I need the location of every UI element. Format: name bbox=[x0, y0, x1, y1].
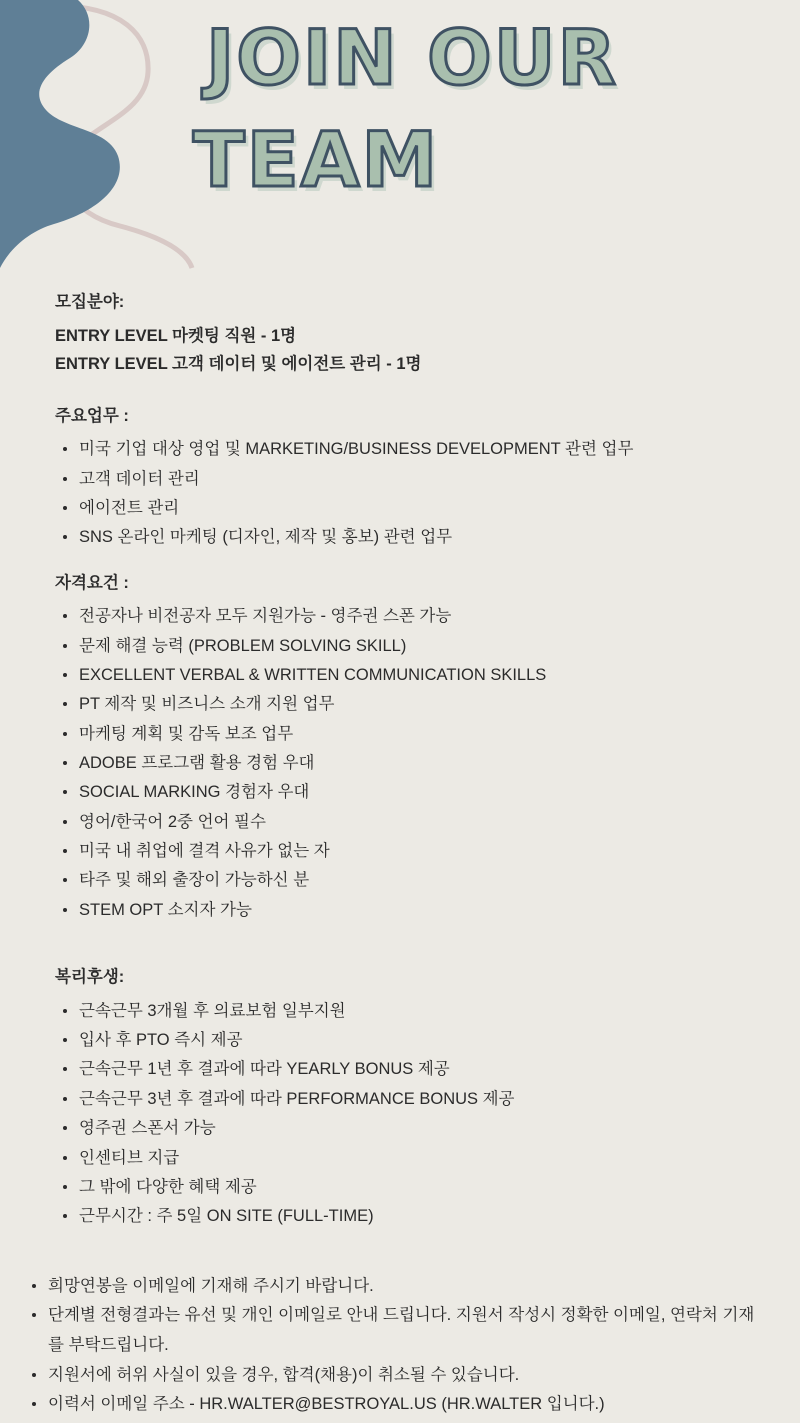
duties-heading: 주요업무 : bbox=[55, 406, 129, 425]
spacer bbox=[0, 925, 800, 965]
list-item: 영주권 스폰서 가능 bbox=[55, 1114, 760, 1143]
title-line-1: JOIN OUR bbox=[205, 13, 619, 102]
title-line-2: TEAM bbox=[192, 115, 440, 204]
list-item: SNS 온라인 마케팅 (디자인, 제작 및 홍보) 관련 업무 bbox=[55, 523, 760, 552]
benefits-list bbox=[55, 997, 760, 1232]
list-item: 근속근무 1년 후 결과에 따라 YEARLY BONUS 제공 bbox=[55, 1055, 760, 1084]
list-item: 미국 내 취업에 결격 사유가 없는 자 bbox=[55, 837, 760, 866]
list-item: 근무시간 : 주 5일 ON SITE (FULL-TIME) bbox=[55, 1202, 760, 1231]
spacer bbox=[0, 553, 800, 571]
list-item: STEM OPT 소지자 가능 bbox=[55, 896, 760, 925]
list-item: 단계별 전형결과는 유선 및 개인 이메일로 안내 드립니다. 지원서 작성시 정확한 이메일, 연락처 기재를 부탁드립니다. bbox=[26, 1301, 768, 1360]
list-item: 지원서에 허위 사실이 있을 경우, 합격(채용)이 취소될 수 있습니다. bbox=[26, 1361, 768, 1391]
list-item: 이력서 이메일 주소 - HR.WALTER@BESTROYAL.US (HR.WALTER 입니다.) bbox=[26, 1390, 768, 1420]
list-item: 전공자나 비전공자 모두 지원가능 - 영주권 스폰 가능 bbox=[55, 602, 760, 631]
duties-list bbox=[55, 435, 760, 552]
qualifications-list bbox=[55, 602, 760, 925]
poster-title bbox=[0, 13, 800, 204]
list-item: 입사 후 PTO 즉시 제공 bbox=[55, 1026, 760, 1055]
spacer bbox=[0, 1232, 800, 1272]
list-item: 문제 해결 능력 (PROBLEM SOLVING SKILL) bbox=[55, 632, 760, 661]
list-item: EXCELLENT VERBAL & WRITTEN COMMUNICATION SKILLS bbox=[55, 661, 760, 690]
list-item: SOCIAL MARKING 경험자 우대 bbox=[55, 778, 760, 807]
benefits-heading: 복리후생: bbox=[55, 968, 125, 987]
list-item: 근속근무 3년 후 결과에 따라 PERFORMANCE BONUS 제공 bbox=[55, 1085, 760, 1114]
blob-filled-shape bbox=[0, 0, 120, 268]
section-notes bbox=[0, 1272, 800, 1420]
list-item: 인센티브 지급 bbox=[55, 1144, 760, 1173]
list-item: 에이전트 관리 bbox=[55, 494, 760, 523]
section-positions bbox=[0, 290, 800, 378]
poster-body bbox=[0, 290, 800, 1420]
positions-lines bbox=[55, 322, 760, 378]
list-item: 근속근무 3개월 후 의료보험 일부지원 bbox=[55, 997, 760, 1026]
spacer bbox=[0, 378, 800, 404]
qualifications-heading: 자격요건 : bbox=[55, 573, 129, 592]
decorative-blob-graphic bbox=[0, 0, 340, 300]
section-benefits bbox=[0, 965, 800, 1231]
list-item: 영어/한국어 2중 언어 필수 bbox=[55, 808, 760, 837]
section-qualifications bbox=[0, 571, 800, 926]
position-line: ENTRY LEVEL 마켓팅 직원 - 1명 bbox=[55, 326, 297, 345]
notes-list bbox=[26, 1272, 768, 1420]
list-item: 미국 기업 대상 영업 및 MARKETING/BUSINESS DEVELOPMENT 관련 업무 bbox=[55, 435, 760, 464]
list-item: 희망연봉을 이메일에 기재해 주시기 바랍니다. bbox=[26, 1272, 768, 1302]
blob-outline-shape bbox=[58, 6, 192, 268]
list-item: PT 제작 및 비즈니스 소개 지원 업무 bbox=[55, 690, 760, 719]
positions-heading: 모집분야: bbox=[55, 293, 125, 311]
position-line: ENTRY LEVEL 고객 데이터 및 에이전트 관리 - 1명 bbox=[55, 354, 422, 373]
list-item: 타주 및 해외 출장이 가능하신 분 bbox=[55, 866, 760, 895]
list-item: 마케팅 계획 및 감독 보조 업무 bbox=[55, 720, 760, 749]
list-item: 고객 데이터 관리 bbox=[55, 465, 760, 494]
section-duties bbox=[0, 404, 800, 553]
list-item: ADOBE 프로그램 활용 경험 우대 bbox=[55, 749, 760, 778]
list-item: 그 밖에 다양한 혜택 제공 bbox=[55, 1173, 760, 1202]
